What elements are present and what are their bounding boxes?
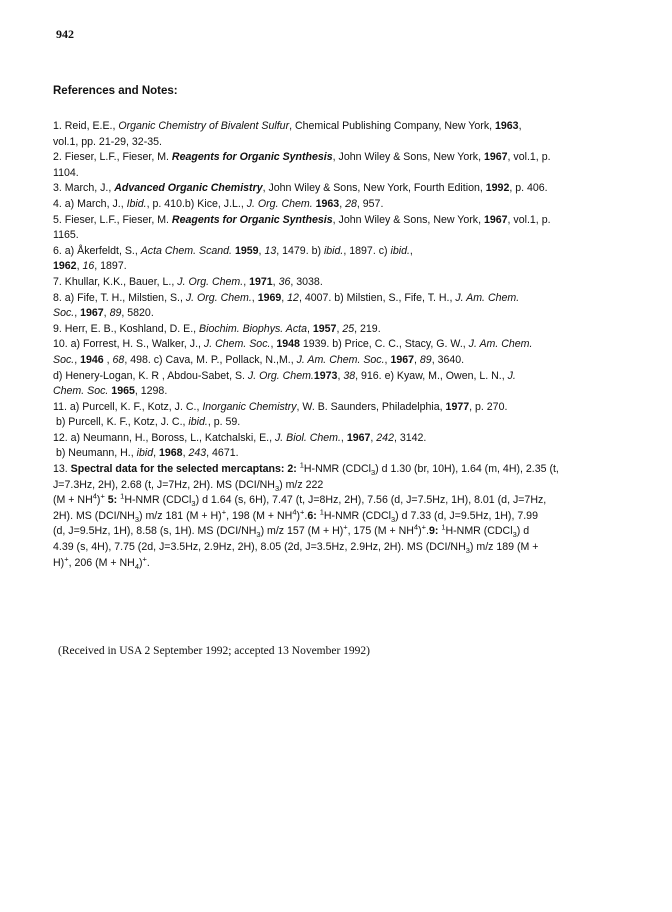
- reference-10-line-1: 10. a) Forrest, H. S., Walker, J., J. Chem. Soc., 1948 1939. b) Price, C. C., Stacy, G. W., J. Am. Chem.: [53, 338, 533, 351]
- reference-5-line-1: 5. Fieser, L.F., Fieser, M. Reagents for Organic Synthesis, John Wiley & Sons, New York, 1967, vol.1, p.: [53, 213, 551, 226]
- references-heading: References and Notes:: [53, 85, 178, 97]
- reference-13-line-3: $(M + NH^4)^+$ 5: $^1$H-NMR (CDCl$_3$) d 1.64 (s, 6H), 7.47 (t, J=8Hz, 2H), 7.56 (d, J=7.5Hz, 1H), 8.01 (d, J=7Hz,: [53, 491, 547, 509]
- reference-2-line-1: 2. Fieser, L.F., Fieser, M. Reagents for Organic Synthesis, John Wiley & Sons, New York, 1967, vol.1, p.: [53, 151, 551, 164]
- reference-5-line-2: 1165.: [53, 229, 79, 242]
- reference-10-line-3: d) Henery-Logan, K. R , Abdou-Sabet, S. J. Org. Chem.1973, 38, 916. e) Kyaw, M., Owen, L. N., J.: [53, 369, 516, 382]
- reference-7-line-1: 7. Khullar, K.K., Bauer, L., J. Org. Chem., 1971, 36, 3038.: [53, 275, 323, 288]
- reference-1-line-1: 1. Reid, E.E., Organic Chemistry of Bivalent Sulfur, Chemical Publishing Company, New York, 1963,: [53, 120, 522, 132]
- reference-13-line-7: H)+, 206 $(M + NH_4)^+$.: [53, 554, 150, 571]
- reference-13-line-1: 13. Spectral data for the selected mercaptans: 2: $^1$H-NMR (CDCl$_3$) d 1.30 (br, 10H), 1.64 (m, 4H), 2.35 (t,: [53, 460, 559, 478]
- reference-13-line-4: 2H). MS $(DCI/NH_3)$ m/z 181 (M + H)+, 198 $(M + NH^4)^+.6$: $^1$H-NMR (CDCl$_3$) d 7.33 (d, J=9.5Hz, 1H), 7.99: [53, 507, 538, 524]
- reference-8-line-2: Soc., 1967, 89, 5820.: [53, 307, 154, 320]
- received-note: (Received in USA 2 September 1992; accepted 13 November 1992): [58, 645, 371, 657]
- reference-4-line-1: 4. a) March, J., Ibid., p. 410.b) Kice, J.L., J. Org. Chem. 1963, 28, 957.: [53, 197, 384, 210]
- reference-2-line-2: 1104.: [53, 166, 79, 179]
- reference-6-line-1: 6. a) Åkerfeldt, S., Acta Chem. Scand. 1959, 13, 1479. b) ibid., 1897. c) ibid.,: [53, 244, 413, 257]
- reference-6-line-2: 1962, 16, 1897.: [53, 260, 127, 273]
- reference-13-line-2: J=7.3Hz, 2H), 2.68 (t, J=7Hz, 2H). MS $(DCI/NH_3)$ m/z 222: [53, 478, 324, 493]
- reference-13-line-5: (d, J=9.5Hz, 1H), 8.58 (s, 1H). MS $(DCI/NH_3)$ m/z 157 (M + H)+, 175 $(M + NH^4)^+.9$: $^1$H-NMR (CDCl$_3$) d: [53, 522, 530, 540]
- reference-1-line-2: vol.1, pp. 21-29, 32-35.: [53, 135, 162, 148]
- reference-10-line-2: Soc., 1946 , 68, 498. c) Cava, M. P., Pollack, N.,M., J. Am. Chem. Soc., 1967, 89, 3640.: [53, 353, 465, 366]
- reference-9-line-1: 9. Herr, E. B., Koshland, D. E., Biochim. Biophys. Acta, 1957, 25, 219.: [53, 322, 381, 335]
- reference-3-line-1: 3. March, J., Advanced Organic Chemistry, John Wiley & Sons, New York, Fourth Edition, 1992, p. 406.: [53, 182, 548, 195]
- reference-11-line-1: 11. a) Purcell, K. F., Kotz, J. C., Inorganic Chemistry, W. B. Saunders, Philadelphia, 1977, p. 270.: [53, 400, 508, 413]
- reference-11-line-2: b) Purcell, K. F., Kotz, J. C., ibid., p. 59.: [53, 416, 241, 429]
- reference-8-line-1: 8. a) Fife, T. H., Milstien, S., J. Org. Chem., 1969, 12, 4007. b) Milstien, S., Fife, T. H., J. Am. Chem.: [53, 291, 520, 304]
- page-number: 942: [56, 27, 74, 41]
- reference-13-line-6: 4.39 (s, 4H), 7.75 (2d, J=3.5Hz, 2.9Hz, 2H), 8.05 (2d, J=3.5Hz, 2.9Hz, 2H). MS $(DCI/NH_3)$ m/z 189 (M +: [53, 541, 539, 556]
- reference-10-line-4: Chem. Soc. 1965, 1298.: [53, 385, 168, 398]
- reference-12-line-2: b) Neumann, H., ibid, 1968, 243, 4671.: [53, 447, 239, 460]
- reference-12-line-1: 12. a) Neumann, H., Boross, L., Katchalski, E., J. Biol. Chem., 1967, 242, 3142.: [53, 431, 427, 444]
- references-list: [53, 119, 653, 571]
